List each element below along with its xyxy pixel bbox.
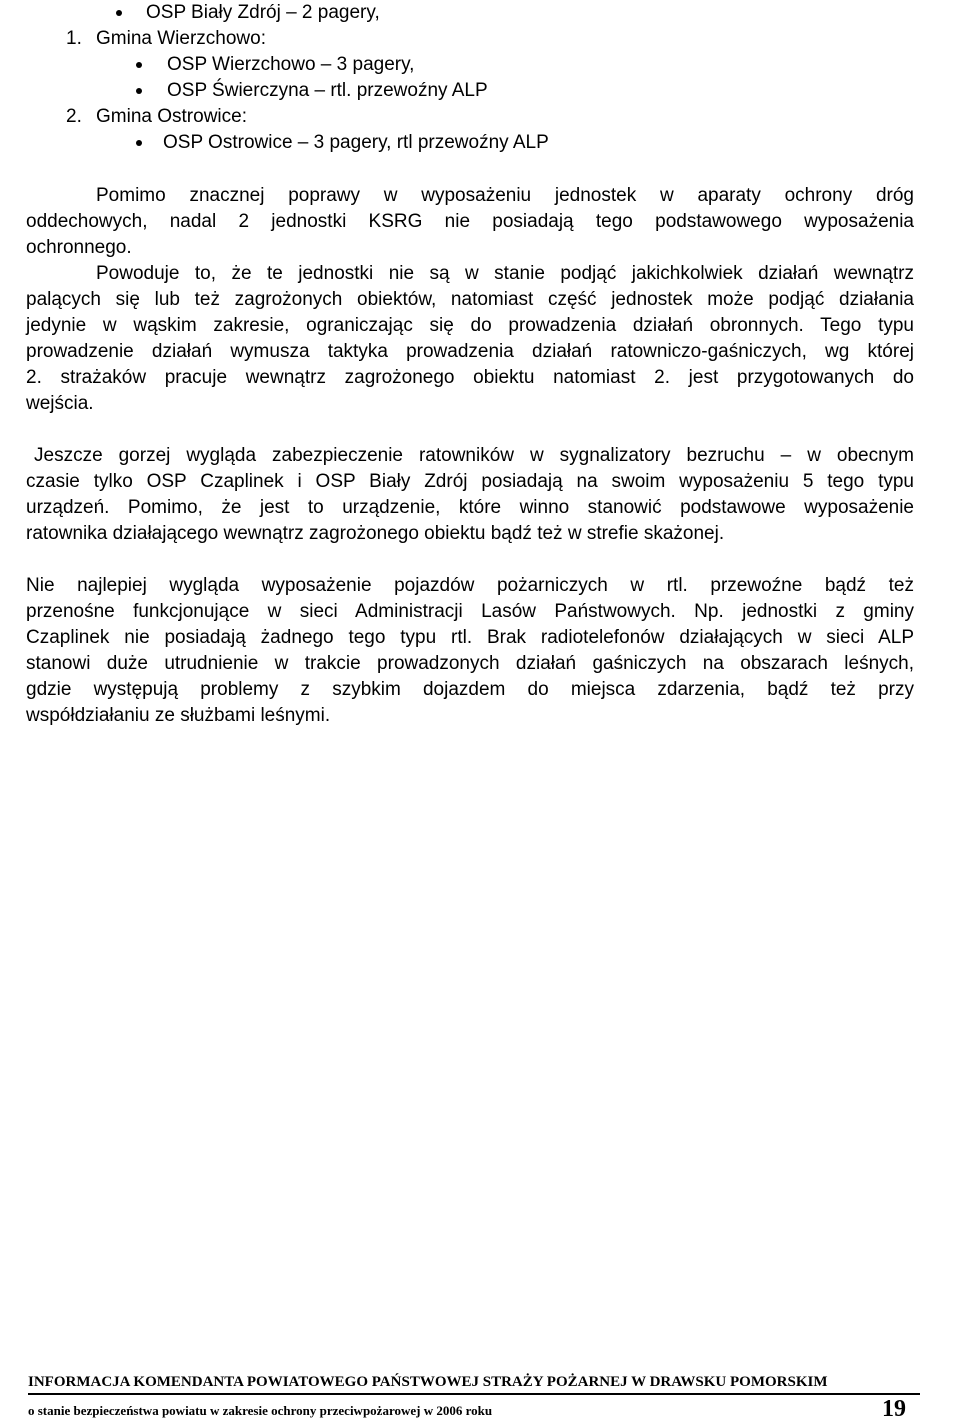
paragraph-line: Nie najlepiej wygląda wyposażenie pojazdów pożarniczych w rtl. przewoźne bądź też bbox=[26, 575, 914, 596]
paragraph-line: palących się lub też zagrożonych obiektów, natomiast część jednostek może podjąć działania bbox=[26, 289, 914, 310]
paragraph-line: ratownika działającego wewnątrz zagrożonego obiektu bądź też w strefie skażonej. bbox=[26, 523, 725, 544]
paragraph-line: stanowi duże utrudnienie w trakcie prowadzonych działań gaśniczych na obszarach leśnych, bbox=[26, 653, 914, 674]
paragraph-line: Pomimo znacznej poprawy w wyposażeniu jednostek w aparaty ochrony dróg bbox=[96, 185, 914, 206]
footer-divider bbox=[28, 1393, 920, 1395]
paragraph-line: Czaplinek nie posiadają żadnego tego typu rtl. Brak radiotelefonów działających w sieci ALP bbox=[26, 627, 914, 648]
paragraph-line: Powoduje to, że te jednostki nie są w stanie podjąć jakichkolwiek działań wewnątrz bbox=[96, 263, 914, 284]
paragraph-line: gdzie występują problemy z szybkim dojazdem do miejsca zdarzenia, bądź też przy bbox=[26, 679, 914, 700]
bullet-icon bbox=[136, 140, 142, 146]
list-item-gmina-wierzchowo: Gmina Wierzchowo: bbox=[96, 28, 266, 49]
paragraph-line: wejścia. bbox=[26, 393, 94, 414]
list-item-gmina-ostrowice: Gmina Ostrowice: bbox=[96, 106, 247, 127]
footer-subtitle: o stanie bezpieczeństwa powiatu w zakresie ochrony przeciwpożarowej w 2006 roku bbox=[28, 1403, 493, 1418]
list-item-swierczyna: OSP Świerczyna – rtl. przewoźny ALP bbox=[167, 80, 488, 101]
list-number-1: 1. bbox=[66, 28, 82, 49]
bullet-icon bbox=[136, 62, 142, 68]
list-item-bialy: OSP Biały Zdrój – 2 pagery, bbox=[146, 2, 380, 23]
paragraph-line: współdziałaniu ze służbami leśnymi. bbox=[26, 705, 331, 726]
bullet-icon bbox=[116, 10, 122, 16]
paragraph-line: przenośne funkcjonujące w sieci Administracji Lasów Państwowych. Np. jednostki z gminy bbox=[26, 601, 914, 622]
list-item-ostrowice: OSP Ostrowice – 3 pagery, rtl przewoźny ALP bbox=[163, 132, 549, 153]
footer-title: INFORMACJA KOMENDANTA POWIATOWEGO PAŃSTWOWEJ STRAŻY POŻARNEJ W DRAWSKU POMORSKIM bbox=[28, 1374, 828, 1390]
list-number-2: 2. bbox=[66, 106, 82, 127]
paragraph-line: jedynie w wąskim zakresie, ograniczając się do prowadzenia działań obronnych. Tego typu bbox=[26, 315, 914, 336]
paragraph-line: prowadzenie działań wymusza taktyka prowadzenia działań ratowniczo-gaśniczych, wg której bbox=[26, 341, 914, 362]
list-item-wierzchowo: OSP Wierzchowo – 3 pagery, bbox=[167, 54, 415, 75]
page-number: 19 bbox=[882, 1396, 906, 1422]
bullet-icon bbox=[136, 88, 142, 94]
paragraph-line: urządzeń. Pomimo, że jest to urządzenie, które winno stanowić podstawowe wyposażenie bbox=[26, 497, 914, 518]
paragraph-line: Jeszcze gorzej wygląda zabezpieczenie ratowników w sygnalizatory bezruchu – w obecnym bbox=[34, 445, 914, 466]
paragraph-line: ochronnego. bbox=[26, 237, 132, 258]
paragraph-line: czasie tylko OSP Czaplinek i OSP Biały Zdrój posiadają na swoim wyposażeniu 5 tego typu bbox=[26, 471, 914, 492]
paragraph-line: 2. strażaków pracuje wewnątrz zagrożonego obiektu natomiast 2. jest przygotowanych do bbox=[26, 367, 914, 388]
paragraph-line: oddechowych, nadal 2 jednostki KSRG nie posiadają tego podstawowego wyposażenia bbox=[26, 211, 914, 232]
